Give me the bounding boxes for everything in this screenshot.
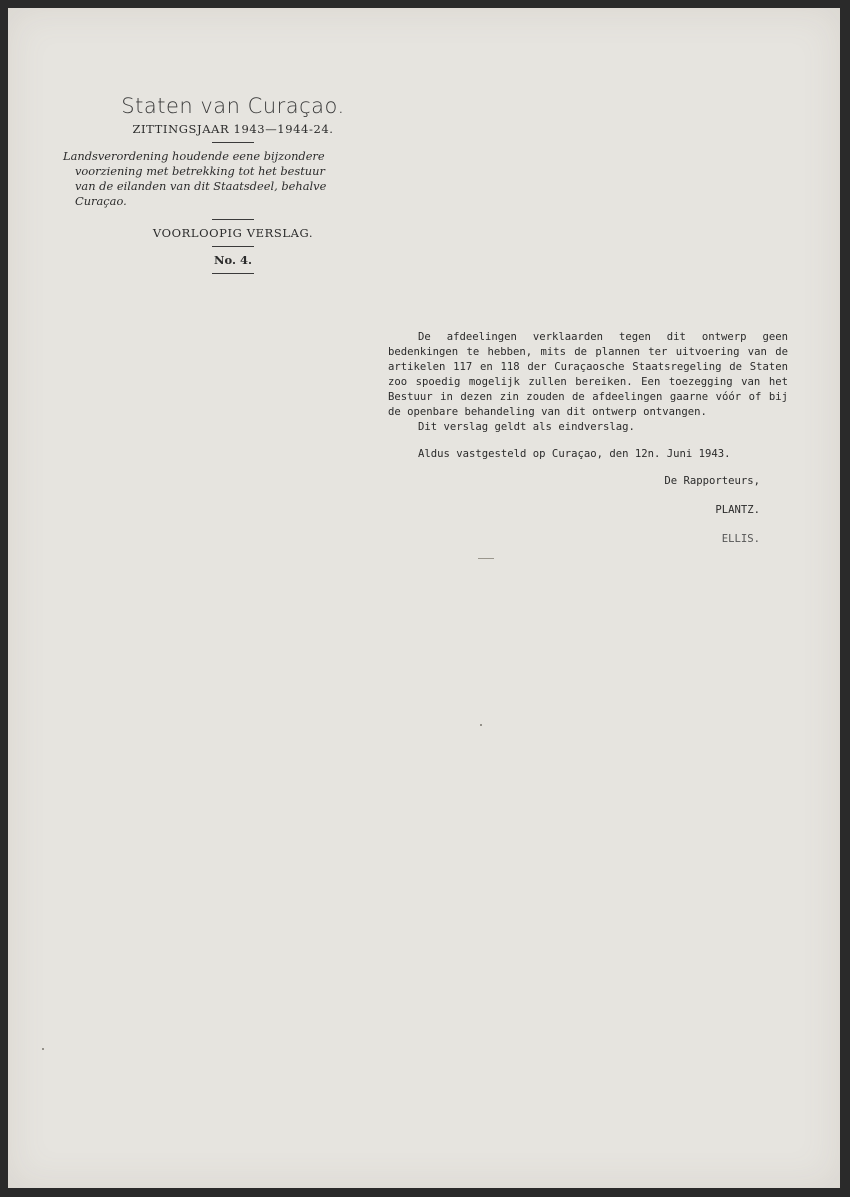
subject-line: van de eilanden van dit Staatsdeel, behalve bbox=[75, 179, 327, 193]
divider bbox=[212, 219, 254, 220]
paper-speck bbox=[480, 724, 482, 726]
paper-speck bbox=[42, 1048, 44, 1050]
report-paragraph: De afdeelingen verklaarden tegen dit ontwerp geen bedenkingen te hebben, mits de plannen ter uitvoering van de artikelen 117 en 118 der Curaçaosche Staatsregeling de Staten zoo spoedig mogelijk zullen bereiken. Een toezegging van het Bestuur in dezen zin zouden de afdeelingen gaarne vóór of bij de openbare behandeling van dit ontwerp ontvangen. bbox=[388, 331, 788, 418]
closing-line: Aldus vastgesteld op Curaçao, den 12n. Juni 1943. bbox=[418, 448, 731, 460]
subject-line: voorziening met betrekking tot het bestuur bbox=[75, 164, 325, 178]
signatory: PLANTZ. bbox=[715, 504, 760, 516]
report-type: VOORLOOPIG VERSLAG. bbox=[152, 226, 314, 240]
divider bbox=[212, 246, 254, 247]
divider bbox=[212, 273, 254, 274]
document-number: No. 4. bbox=[214, 253, 252, 267]
divider bbox=[212, 142, 254, 143]
paper-mark bbox=[478, 558, 494, 559]
report-body bbox=[388, 330, 788, 547]
document-title: Staten van Curaçao. bbox=[121, 94, 345, 118]
subject-line: Landsverordening houdende eene bijzondere bbox=[63, 149, 325, 163]
signatory: ELLIS. bbox=[721, 533, 760, 545]
subject-text bbox=[63, 149, 363, 209]
signoff: De Rapporteurs, bbox=[664, 475, 760, 487]
subject-line: Curaçao. bbox=[75, 194, 127, 208]
document-header bbox=[63, 94, 363, 280]
report-paragraph: Dit verslag geldt als eindverslag. bbox=[418, 421, 635, 433]
session-label: ZITTINGSJAAR 1943—1944-24. bbox=[132, 122, 334, 136]
document-page bbox=[8, 8, 840, 1188]
